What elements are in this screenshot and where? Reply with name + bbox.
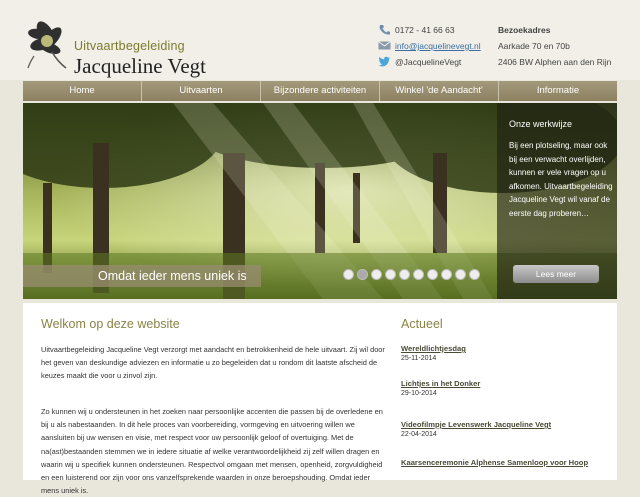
nav-item-home[interactable]: Home bbox=[23, 81, 142, 101]
news-item bbox=[401, 419, 611, 438]
nav-item-bijzondere-activiteiten[interactable]: Bijzondere activiteiten bbox=[261, 81, 380, 101]
welcome-paragraph-1: Uitvaartbegeleiding Jacqueline Vegt verzorgt met aandacht en betrokkenheid de hele uitvaart. Zij wil door het geven van deskundige adviezen en informatie u zo begeleiden dat u rondom dit laatste afscheid de keuzes maakt die voor u zinvol zijn. bbox=[41, 345, 385, 381]
news-item bbox=[401, 457, 601, 469]
hero-caption bbox=[23, 265, 261, 287]
welcome-title: Welkom op deze website bbox=[41, 317, 180, 331]
logo-name: Jacqueline Vegt bbox=[74, 54, 206, 78]
slider-dot[interactable] bbox=[427, 269, 438, 280]
main-content bbox=[23, 303, 617, 496]
slider-dot-active[interactable] bbox=[357, 269, 368, 280]
slider-dot[interactable] bbox=[441, 269, 452, 280]
logo[interactable] bbox=[22, 12, 222, 78]
panel-text: Bij een plotseling, maar ook bij een verwacht overlijden, kunnen er vele vragen op u afkomen. Uitvaartbegeleiding Jacqueline Vegt wil vanaf de eerste dag proberen… bbox=[509, 141, 613, 218]
nav-item-informatie[interactable]: Informatie bbox=[536, 85, 580, 96]
slider-dot[interactable] bbox=[343, 269, 354, 280]
phone-number: 0172 - 41 66 63 bbox=[395, 25, 455, 35]
welcome-section bbox=[41, 317, 391, 496]
phone-icon bbox=[378, 24, 391, 35]
slider-dot[interactable] bbox=[371, 269, 382, 280]
address-line-1: Aarkade 70 en 70b bbox=[498, 41, 570, 51]
news-item-date: 22-04-2014 bbox=[401, 431, 437, 438]
news-item-title[interactable]: Lichtjes in het Donker bbox=[401, 379, 481, 388]
news-item-title[interactable]: Videofilmpje Levenswerk Jacqueline Vegt bbox=[401, 420, 552, 429]
welcome-paragraph-2: Zo kunnen wij u ondersteunen in het zoeken naar persoonlijke accenten die passen bij de overledene en bij u als nabestaanden. In dit hele proces van voorbereiding, vormgeving en uitvoering willen we aansluiten bij uw wensen en visie, met respect voor uw persoonlijk geloof of overtuiging. Met de na(ast)bestaanden stemmen we in iedere situatie af welke verantwoordelijkheid zij zelf willen dragen en waarin wij u specifiek kunnen ondersteunen. Respectvol omgaan met mensen, openheid, zorgvuldigheid en een luisterend oor zijn voor ons vanzelfsprekende waarden in onze beroepshouding. Omdat ieder mens uniek is. bbox=[41, 407, 383, 496]
hero-caption-text: Omdat ieder mens uniek is bbox=[98, 269, 247, 283]
slider-dot[interactable] bbox=[399, 269, 410, 280]
twitter-bird-icon bbox=[378, 56, 391, 67]
read-more-button[interactable]: Lees meer bbox=[513, 265, 599, 283]
address-heading: Bezoekadres bbox=[498, 25, 551, 35]
news-item-date: 29-10-2014 bbox=[401, 390, 437, 397]
logo-subtitle: Uitvaartbegeleiding bbox=[74, 39, 185, 53]
slider-dot[interactable] bbox=[413, 269, 424, 280]
news-item-title[interactable]: Wereldlichtjesdag bbox=[401, 344, 466, 353]
news-section bbox=[401, 317, 601, 467]
email-link[interactable]: info@jacquelinevegt.nl bbox=[395, 41, 481, 51]
news-item bbox=[401, 343, 611, 362]
nav-item-uitvaarten[interactable]: Uitvaarten bbox=[142, 81, 261, 101]
flower-logo-icon bbox=[22, 12, 76, 70]
main-nav bbox=[23, 81, 617, 101]
hero-slider bbox=[23, 103, 617, 299]
panel-title: Onze werkwijze bbox=[509, 119, 573, 129]
werkwijze-panel bbox=[497, 103, 617, 299]
news-item-date: 25-11-2014 bbox=[401, 355, 437, 362]
envelope-icon bbox=[378, 40, 391, 51]
address-line-2: 2406 BW Alphen aan den Rijn bbox=[498, 57, 612, 67]
site-header bbox=[0, 0, 640, 80]
news-item bbox=[401, 378, 611, 397]
nav-item-winkel[interactable]: Winkel 'de Aandacht' bbox=[380, 81, 499, 101]
news-item-title[interactable]: Kaarsenceremonie Alphense Samenloop voor Hoop bbox=[401, 458, 589, 467]
twitter-handle[interactable]: @JacquelineVegt bbox=[395, 57, 462, 67]
slider-dot[interactable] bbox=[469, 269, 480, 280]
slider-dot[interactable] bbox=[385, 269, 396, 280]
news-title: Actueel bbox=[401, 317, 443, 331]
slider-dot[interactable] bbox=[455, 269, 466, 280]
